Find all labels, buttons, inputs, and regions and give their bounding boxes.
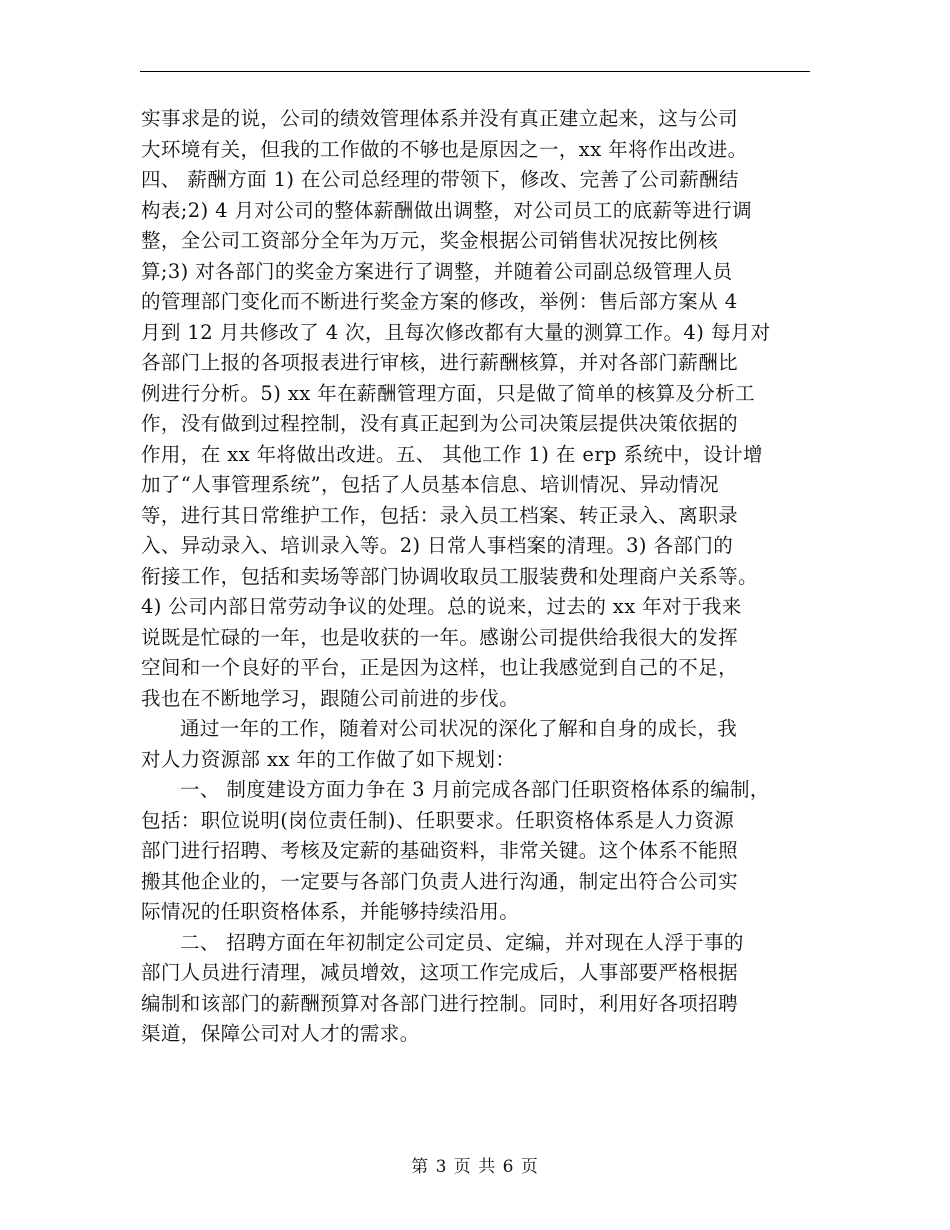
text-line: 编制和该部门的薪酬预算对各部门进行控制。同时，利用好各项招聘: [141, 991, 739, 1015]
text-line: 各部门上报的各项报表进行审核，进行薪酬核算，并对各部门薪酬比: [141, 351, 739, 374]
paragraph-salary-and-other-work: [141, 104, 821, 714]
text-line: 整，全公司工资部分全年为万元，奖金根据公司销售状况按比例核: [141, 229, 719, 252]
text-line: 构表;2) 4 月对公司的整体薪酬做出调整，对公司员工的底薪等进行调: [141, 198, 752, 222]
text-line: 际情况的任职资格体系，并能够持续沿用。: [141, 900, 520, 923]
page-number: 第 3 页 共 6 页: [411, 1157, 539, 1177]
text-line: 包括：职位说明(岗位责任制)、任职要求。任职资格体系是人力资源: [141, 808, 735, 832]
text-line: 搬其他企业的，一定要与各部门负责人进行沟通，制定出符合公司实: [141, 869, 739, 893]
text-line: 渠道，保障公司对人才的需求。: [141, 1022, 420, 1045]
paragraph-system-construction: [141, 775, 821, 928]
text-line: 作，没有做到过程控制，没有真正起到为公司决策层提供决策依据的: [141, 412, 739, 435]
text-line: 等，进行其日常维护工作，包括：录入员工档案、转正录入、离职录: [141, 503, 739, 527]
text-line: 空间和一个良好的平台，正是因为这样，也让我感觉到自己的不足，: [141, 656, 739, 679]
text-line: 入、异动录入、培训录入等。2) 日常人事档案的清理。3) 各部门的: [141, 534, 734, 557]
text-line: 部门人员进行清理，减员增效，这项工作完成后，人事部要严格根据: [141, 961, 739, 984]
paragraph-recruitment: [141, 928, 821, 1050]
text-line: 部门进行招聘、考核及定薪的基础资料，非常关键。这个体系不能照: [141, 839, 739, 862]
paragraph-plan-intro: [141, 714, 821, 775]
text-line: 的管理部门变化而不断进行奖金方案的修改，举例：售后部方案从 4: [141, 290, 738, 313]
text-line: 加了“人事管理系统”，包括了人员基本信息、培训情况、异动情况: [141, 473, 719, 496]
text-line: 一、 制度建设方面力争在 3 月前完成各部门任职资格体系的编制，: [180, 778, 770, 801]
text-line: 二、 招聘方面在年初制定公司定员、定编，并对现在人浮于事的: [180, 930, 744, 954]
text-line: 算;3) 对各部门的奖金方案进行了调整，并随着公司副总级管理人员: [141, 259, 733, 283]
text-line: 四、 薪酬方面 1) 在公司总经理的带领下，修改、完善了公司薪酬结: [141, 168, 739, 191]
text-line: 例进行分析。5) xx 年在薪酬管理方面，只是做了简单的核算及分析工: [141, 381, 756, 405]
text-line: 月到 12 月共修改了 4 次，且每次修改都有大量的测算工作。4) 每月对: [141, 320, 771, 344]
header-rule: [140, 71, 810, 72]
text-line: 对人力资源部 xx 年的工作做了如下规划：: [141, 747, 516, 771]
document-body: [141, 104, 821, 1050]
text-line: 通过一年的工作，随着对公司状况的深化了解和自身的成长，我: [180, 717, 738, 740]
text-line: 我也在不断地学习，跟随公司前进的步伐。: [141, 686, 520, 710]
text-line: 4) 公司内部日常劳动争议的处理。总的说来，过去的 xx 年对于我来: [141, 595, 742, 618]
text-line: 大环境有关，但我的工作做的不够也是原因之一，xx 年将作出改进。: [141, 137, 748, 161]
text-line: 作用，在 xx 年将做出改进。五、 其他工作 1) 在 erp 系统中，设计增: [141, 442, 763, 466]
text-line: 说既是忙碌的一年，也是收获的一年。感谢公司提供给我很大的发挥: [141, 625, 739, 649]
text-line: 衔接工作，包括和卖场等部门协调收取员工服装费和处理商户关系等。: [141, 564, 758, 588]
text-line: 实事求是的说，公司的绩效管理体系并没有真正建立起来，这与公司: [141, 107, 739, 130]
